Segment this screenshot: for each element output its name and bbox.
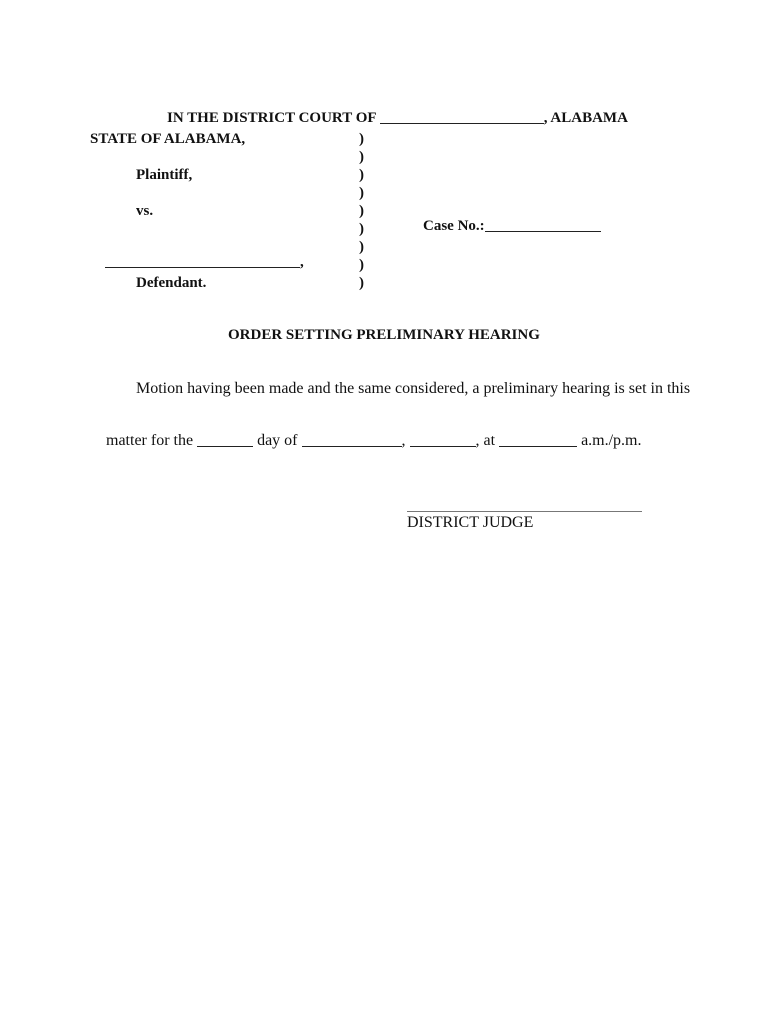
- body-line-2-part-c: ,: [401, 432, 410, 449]
- judge-signature-label: DISTRICT JUDGE: [407, 514, 534, 531]
- case-number-blank[interactable]: [485, 230, 601, 232]
- county-blank[interactable]: [380, 122, 544, 124]
- body-line-2-part-e: a.m./p.m.: [577, 432, 642, 449]
- body-line-2-part-b: day of: [253, 432, 302, 449]
- month-blank[interactable]: [302, 445, 402, 447]
- year-blank[interactable]: [410, 445, 476, 447]
- day-blank[interactable]: [197, 445, 253, 447]
- time-blank[interactable]: [499, 445, 577, 447]
- caption-separator: ): [359, 149, 364, 165]
- body-line-2-part-a: matter for the: [106, 432, 198, 449]
- case-number-label: Case No.:: [423, 218, 485, 234]
- caption-separator: ): [359, 131, 364, 147]
- defendant-comma: ,: [300, 254, 304, 270]
- body-line-2-part-d: , at: [475, 432, 500, 449]
- caption-separator: ): [359, 275, 364, 291]
- body-line-1: Motion having been made and the same considered, a preliminary hearing is set in this: [136, 380, 691, 397]
- defendant-role: Defendant.: [136, 275, 207, 291]
- caption-separator: ): [359, 239, 364, 255]
- body-line-2: [90, 417, 642, 465]
- plaintiff-role: Plaintiff,: [136, 167, 193, 183]
- defendant-name-blank[interactable]: [105, 266, 300, 268]
- caption-separator: ): [359, 167, 364, 183]
- caption-separator: ): [359, 185, 364, 201]
- caption-separator: ): [359, 203, 364, 219]
- versus-label: vs.: [136, 203, 154, 219]
- case-number: [408, 204, 601, 249]
- court-heading-suffix: , ALABAMA: [543, 110, 628, 126]
- caption-separator: ): [359, 221, 364, 237]
- caption-separator: ): [359, 257, 364, 273]
- plaintiff-name: STATE OF ALABAMA,: [90, 131, 246, 147]
- court-heading-prefix: IN THE DISTRICT COURT OF: [167, 110, 380, 126]
- judge-signature-line[interactable]: [407, 511, 642, 512]
- order-title: ORDER SETTING PRELIMINARY HEARING: [228, 327, 540, 343]
